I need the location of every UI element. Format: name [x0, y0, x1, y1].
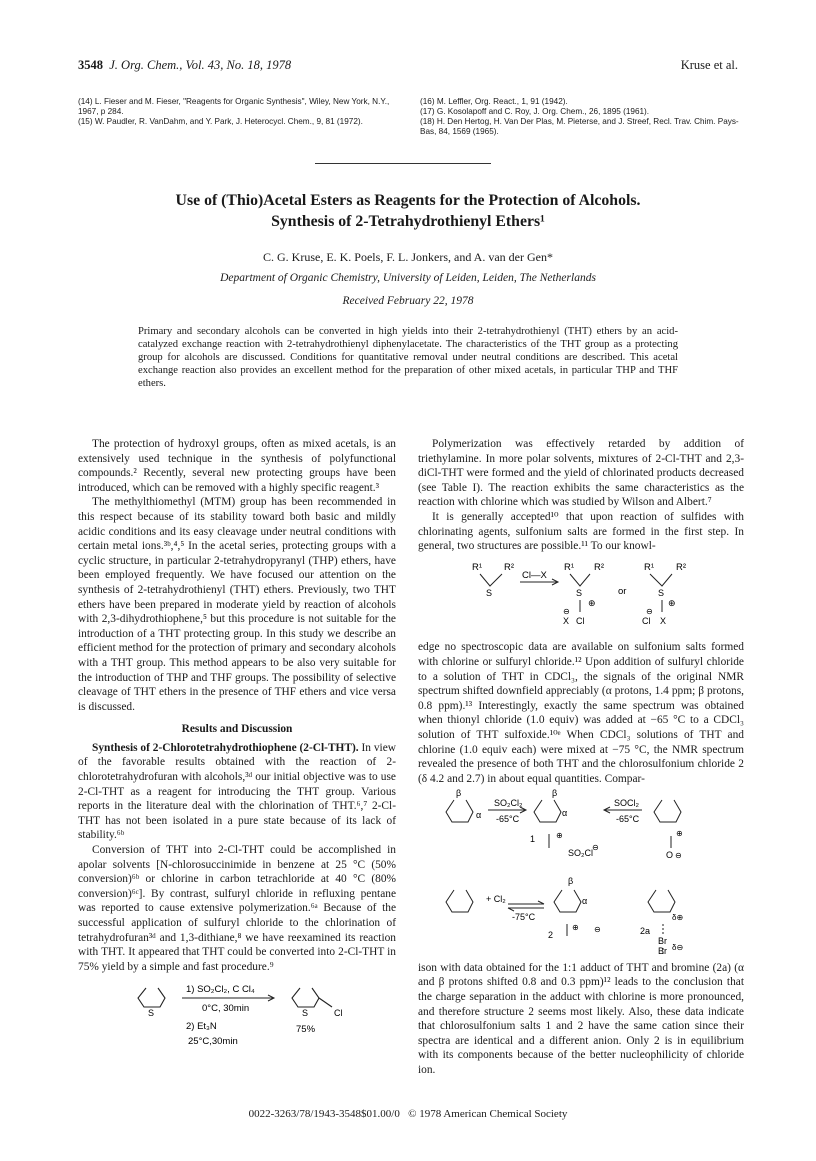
- svg-text:R²: R²: [504, 561, 515, 573]
- page-footer: [78, 1108, 738, 1120]
- svg-text:⊕: ⊕: [668, 597, 676, 608]
- reagent-step1: 1) SO₂Cl₂, C Cl₄: [186, 984, 255, 996]
- svg-text:S: S: [576, 587, 583, 598]
- paragraph: [78, 741, 396, 843]
- svg-text:-75°C: -75°C: [512, 912, 536, 923]
- copyright: © 1978 American Chemical Society: [408, 1108, 568, 1120]
- svg-text:SO₂Cl: SO₂Cl: [568, 848, 593, 859]
- received-date: Received February 22, 1978: [342, 295, 474, 307]
- left-column: [78, 437, 396, 1063]
- article-code: 0022-3263/78/1943-3548$01.00/0: [248, 1108, 400, 1120]
- svg-text:SO₂Cl₂: SO₂Cl₂: [494, 798, 523, 809]
- compound-2-label: 2: [548, 930, 554, 941]
- reference-17: (17) G. Kosolapoff and C. Roy, J. Org. Chem., 26, 1895 (1961).: [420, 107, 650, 116]
- svg-text:⊖: ⊖: [592, 843, 599, 853]
- abstract: Primary and secondary alcohols can be converted in high yields into their 2-tetrahydrothienyl (THT) ethers by an acid-catalyzed exchange reaction with 2-tetrahydrothienyl diphenylacetate. The characteristics of the THT group as a protecting group for alcohols are discussed. Conditions for quantitative removal under neutral conditions are described. This acetal exchange reaction also provides an excellent method for the preparation of other mixed acetals, in particular THP and THF ethers.: [138, 326, 678, 389]
- svg-text:β: β: [552, 788, 558, 799]
- svg-text:R¹: R¹: [472, 561, 483, 573]
- reference-16: (16) M. Leffler, Org. React., 1, 91 (1942).: [420, 97, 568, 106]
- page-number: 3548: [78, 58, 103, 72]
- authors: C. G. Kruse, E. K. Poels, F. L. Jonkers, and A. van der Gen*: [262, 250, 553, 264]
- compound-1-label: 1: [530, 834, 536, 845]
- svg-text:-65°C: -65°C: [496, 814, 520, 825]
- chlorine-label: Cl: [334, 1008, 343, 1019]
- reagent-step2: 2) Et₃N: [186, 1021, 217, 1033]
- svg-text:α: α: [476, 810, 482, 821]
- svg-text:SOCl₂: SOCl₂: [614, 798, 639, 809]
- article-title: [80, 190, 736, 232]
- condition-step1: 0°C, 30min: [202, 1003, 250, 1015]
- sulfonium-salt-scheme: [418, 786, 744, 956]
- svg-text:⊖: ⊖: [563, 606, 570, 616]
- paragraph: ison with data obtained for the 1:1 adduct of THT and bromine (2a) (α and β protons shifted 0.8 and 0.3 ppm)¹² leads to the conclusion that the charge separation in the adduct with chlorine is more pronounced, and therefore structure 2 seems most likely. Also, these data indicate that chlorosulfonium salts 1 and 2 have the same cation since their spectra are identical and a different anion. Only 2 is in equilibrium with its components because of the better nucleophilicity of chloride ion.: [418, 961, 744, 1077]
- chlorination-scheme: [78, 974, 396, 1058]
- svg-text:R²: R²: [594, 561, 605, 573]
- reagent-label: Cl—X: [522, 569, 547, 581]
- section-heading: Results and Discussion: [181, 723, 293, 736]
- svg-text:+ Cl₂: + Cl₂: [486, 894, 506, 905]
- reference-18: (18) H. Den Hertog, H. Van Der Plas, M. Pieterse, and J. Streef, Recl. Trav. Chim. Pays-Bas, 84, 1569 (1965).: [420, 117, 739, 136]
- svg-text:Br: Br: [658, 946, 667, 957]
- svg-text:S: S: [486, 587, 493, 598]
- svg-text:S: S: [658, 587, 665, 598]
- svg-text:⊕: ⊕: [572, 923, 579, 933]
- section-divider: [315, 163, 491, 164]
- svg-text:β: β: [456, 788, 462, 799]
- svg-text:⊕: ⊕: [556, 831, 563, 841]
- sulfur-label: S: [302, 1008, 309, 1019]
- sulfonium-structures-scheme: [418, 554, 744, 636]
- svg-text:Cl: Cl: [642, 615, 651, 626]
- tht-ring: [138, 988, 165, 1007]
- paragraph: Polymerization was effectively retarded by addition of triethylamine. In more polar solvents, mixtures of 2-Cl-THT and 2,3-diCl-THT were formed and the yield of chlorinated products decreased (see Table I). The reaction exhibits the same characteristics as the reaction with chlorine which was studied by Wilson and Albert.⁷: [418, 438, 744, 509]
- paragraph-text: In view of the favorable results obtained with the reaction of 2-chlorotetrahydrofuran with alcohols,³ᵈ our initial objective was to use 2-Cl-THT as a reagent for introducing the THT group. Various reports in the literature deal with the chlorination of THT.⁶,⁷ 2-Cl-THT has not been isolated in a pure state because of its lack of stability.⁶ᵇ: [78, 741, 396, 842]
- reference-15: (15) W. Paudler, R. VanDahm, and Y. Park, J. Heterocycl. Chem., 9, 81 (1972).: [78, 117, 363, 126]
- running-header-left: [78, 58, 291, 73]
- svg-text:⊕: ⊕: [676, 829, 683, 839]
- yield-label: 75%: [296, 1024, 316, 1036]
- title-line-2: Synthesis of 2-Tetrahydrothienyl Ethers¹: [271, 213, 545, 230]
- sulfur-label: S: [148, 1008, 155, 1019]
- svg-text:⊖: ⊖: [594, 925, 601, 935]
- title-line-1: Use of (Thio)Acetal Esters as Reagents for the Protection of Alcohols.: [175, 192, 641, 209]
- paragraph: The methylthiomethyl (MTM) group has been recommended in this respect because of its stability toward both basic and mildly acidic conditions and its easy cleavage under neutral conditions with certain metal ions.³ᵇ,⁴,⁵ In the acetal series, protecting groups with a cyclic structure, in particular 2-tetrahydropyranyl (THP) ethers, have been employed frequently. We have focused our attention on the synthesis of 2-tetrahydrothienyl (THT) ethers. Previously, two THT ethers have been prepared in moderate yield by reaction of alcohols with 2,3-dihydrothiophene,⁵ but this procedure is not suitable for the introduction of a THT protecting group. In this study we describe an efficient method for the protection of primary and secondary alcohols with a THT group. This method appears to be also very suitable for the introduction of THP and THF groups. The possibility of selective cleavage of THT ethers in the presence of THF ethers and vice versa is discussed.: [78, 496, 396, 713]
- svg-text:β: β: [568, 876, 574, 887]
- svg-text:Br: Br: [658, 936, 667, 947]
- svg-text:⊖: ⊖: [646, 606, 653, 616]
- svg-text:X: X: [563, 615, 570, 626]
- affiliation: Department of Organic Chemistry, University of Leiden, Leiden, The Netherlands: [220, 272, 596, 284]
- svg-text:R¹: R¹: [644, 561, 655, 573]
- svg-text:⊖: ⊖: [675, 851, 682, 861]
- svg-text:R¹: R¹: [564, 561, 575, 573]
- svg-text:X: X: [660, 615, 667, 626]
- svg-text:-65°C: -65°C: [616, 814, 640, 825]
- svg-text:O: O: [666, 850, 674, 861]
- references-top-left: [78, 97, 396, 127]
- paragraph: The protection of hydroxyl groups, often as mixed acetals, is an extensively used technique in the synthesis of polyfunctional compounds.² Recently, several new protecting groups have been introduced, which can be removed with a highly specific reagent.³: [78, 438, 396, 494]
- svg-text:δ⊕: δ⊕: [672, 913, 684, 923]
- or-label: or: [618, 585, 627, 597]
- svg-text:α: α: [562, 808, 568, 819]
- product-ring: [292, 988, 319, 1007]
- reference-14: (14) L. Fieser and M. Fieser, "Reagents for Organic Synthesis", Wiley, New York, N.Y., 1967, p 284.: [78, 97, 390, 116]
- svg-text:δ⊖: δ⊖: [672, 943, 684, 953]
- paragraph: edge no spectroscopic data are available on sulfonium salts formed with chlorine or sulfuryl chloride.¹² Upon addition of sulfuryl chloride to a solution of THT in CDCl₃, the signals of the original NMR spectrum shifted downfield appreciably (α protons, 1.4 ppm; β protons, 0.8 ppm).¹³ Interestingly, exactly the same spectrum was obtained when thionyl chloride (1.0 equiv) was added at −65 °C to a CDCl₃ solution of THT sulfoxide.¹⁰ᵉ When CDCl₃ solutions of THT and chlorine (1.0 equiv each) were mixed at −75 °C, the NMR spectrum revealed the presence of both THT and the chlorosulfonium chloride 2 (δ 4.2 and 2.7) in about equal quantities. Compar-: [418, 641, 744, 785]
- svg-text:Cl: Cl: [576, 615, 585, 626]
- svg-text:R²: R²: [676, 561, 687, 573]
- running-header-author: Kruse et al.: [680, 58, 738, 72]
- right-column: [418, 437, 744, 1078]
- subsection-lead: Synthesis of 2-Chlorotetrahydrothiophene (2-Cl-THT).: [92, 741, 359, 754]
- paragraph: It is generally accepted¹⁰ that upon reaction of sulfides with chlorinating agents, sulfonium salts are formed in the first step. In general, two structures are possible.¹¹ To our knowl-: [418, 510, 744, 553]
- svg-text:α: α: [582, 896, 588, 907]
- references-top-right: [420, 97, 745, 137]
- condition-step2: 25°C,30min: [188, 1036, 238, 1048]
- journal-citation: J. Org. Chem., Vol. 43, No. 18, 1978: [109, 58, 292, 72]
- svg-text:⊕: ⊕: [588, 597, 596, 608]
- compound-2a-label: 2a: [640, 926, 651, 937]
- paragraph: Conversion of THT into 2-Cl-THT could be accomplished in apolar solvents [N-chlorosuccinimide in benzene at 25 °C (50% conversion)⁶ᵇ or chlorine in carbon tetrachloride at 40 °C (80% conversion)⁶ᶜ]. By contrast, sulfuryl chloride in refluxing pentane was reported to cause extensive polymerization.⁶ᵃ Because of the successful application of sulfuryl chloride to the chlorination of tetrahydrofuran³ᵈ and 1,3-dithiane,⁸ we have reexamined its reaction with THT. It appeared that THT could be converted into 2-Cl-THT in 75% yield by a simple and fast procedure.⁹: [78, 844, 396, 973]
